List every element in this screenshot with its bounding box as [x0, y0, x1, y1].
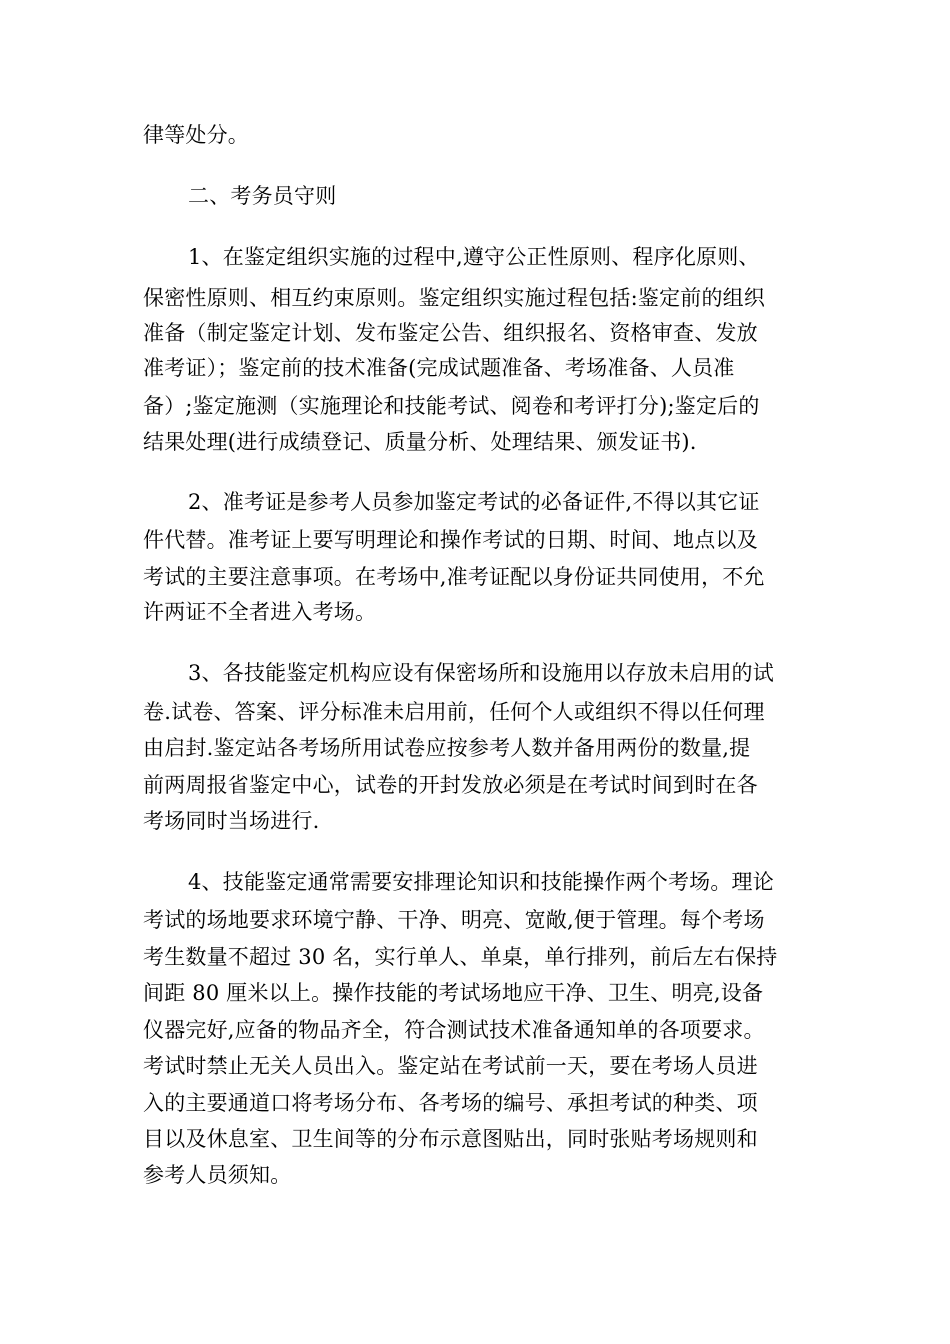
text-line: 结果处理(进行成绩登记、质量分析、处理结果、颁发证书).: [143, 430, 697, 454]
text-line: 准备（制定鉴定计划、发布鉴定公告、组织报名、资格审查、发放: [143, 321, 758, 345]
text-line: 许两证不全者进入考场。: [143, 600, 377, 624]
text-line: 律等处分。: [143, 123, 249, 147]
text-line: 目以及休息室、卫生间等的分布示意图贴出，同时张贴考场规则和: [143, 1127, 758, 1151]
text-line: 1、在鉴定组织实施的过程中,遵守公正性原则、程序化原则、: [188, 245, 760, 269]
text-line: 准考证）；鉴定前的技术准备(完成试题准备、考场准备、人员准: [143, 356, 735, 380]
text-line: 仪器完好,应备的物品齐全，符合测试技术准备通知单的各项要求。: [143, 1018, 765, 1042]
section-heading: 二、考务员守则: [188, 184, 337, 208]
text-line: 备）;鉴定施测（实施理论和技能考试、阅卷和考评打分);鉴定后的: [143, 394, 760, 418]
text-line: 卷.试卷、答案、评分标准未启用前，任何个人或组织不得以任何理: [143, 700, 765, 724]
text-line: 间距 80 厘米以上。操作技能的考试场地应干净、卫生、明亮,设备: [143, 981, 764, 1005]
text-line: 由启封.鉴定站各考场所用试卷应按参考人数并备用两份的数量,提: [143, 736, 751, 760]
text-line: 考试的场地要求环境宁静、干净、明亮、宽敞,便于管理。每个考场: [143, 908, 765, 932]
text-line: 入的主要通道口将考场分布、各考场的编号、承担考试的种类、项: [143, 1091, 758, 1115]
text-line: 4、技能鉴定通常需要安排理论知识和技能操作两个考场。理论: [188, 870, 774, 894]
text-line: 考场同时当场进行.: [143, 809, 320, 833]
text-line: 考试的主要注意事项。在考场中,准考证配以身份证共同使用，不允: [143, 565, 765, 589]
text-line: 2、准考证是参考人员参加鉴定考试的必备证件,不得以其它证: [188, 490, 760, 514]
text-line: 件代替。准考证上要写明理论和操作考试的日期、时间、地点以及: [143, 528, 758, 552]
text-line: 保密性原则、相互约束原则。鉴定组织实施过程包括:鉴定前的组织: [143, 286, 766, 310]
text-line: 3、各技能鉴定机构应设有保密场所和设施用以存放未启用的试: [188, 661, 774, 685]
text-line: 参考人员须知。: [143, 1163, 292, 1187]
text-line: 考生数量不超过 30 名，实行单人、单桌，单行排列，前后左右保持: [143, 945, 778, 969]
text-line: 考试时禁止无关人员出入。鉴定站在考试前一天，要在考场人员进: [143, 1054, 758, 1078]
text-line: 前两周报省鉴定中心，试卷的开封发放必须是在考试时间到时在各: [143, 773, 758, 797]
